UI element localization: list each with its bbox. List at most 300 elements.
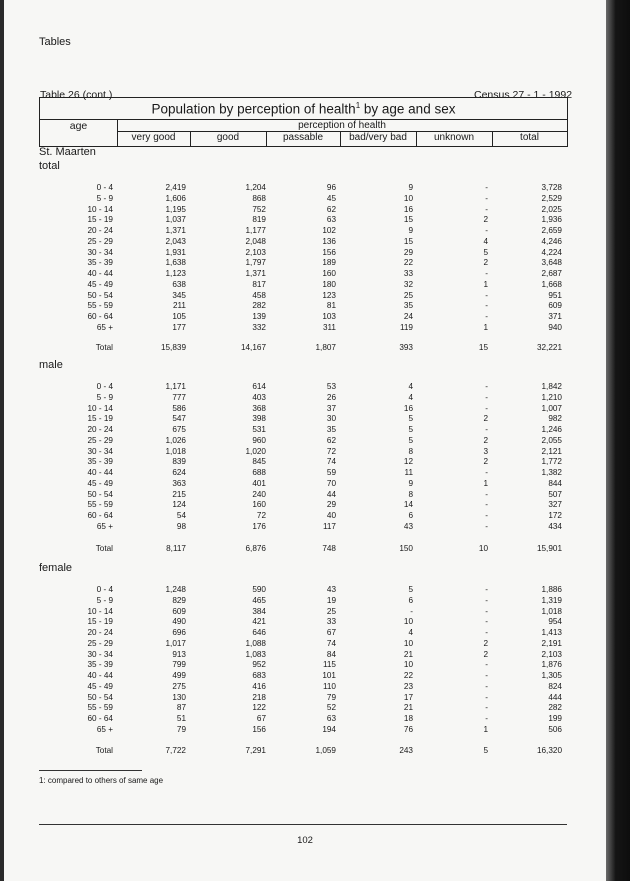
value-cell: 829 [172,596,186,605]
value-cell: 160 [322,269,336,278]
table-row [4,301,606,312]
value-cell: 913 [172,650,186,659]
value-cell: 102 [322,226,336,235]
value-cell: 951 [548,291,562,300]
value-cell: 465 [252,596,266,605]
value-cell: 952 [252,660,266,669]
value-cell: 490 [172,617,186,626]
age-cell: 40 - 44 [87,468,113,477]
value-cell: 52 [326,703,336,712]
value-cell: 211 [172,301,186,310]
value-cell: 275 [172,682,186,691]
value-cell: 79 [176,725,186,734]
column-header-unknown: unknown [433,132,475,143]
age-cell: 10 - 14 [87,404,113,413]
age-cell: 15 - 19 [87,215,113,224]
table-row [4,682,606,693]
value-cell: 2,121 [541,447,562,456]
value-cell: 44 [326,490,336,499]
value-cell: 18 [403,714,413,723]
value-cell: 74 [326,457,336,466]
table-title: Population by perception of health$^1$ by age and sex [151,101,456,117]
value-cell: - [485,660,488,669]
value-cell: 4 [408,382,413,391]
value-cell: 646 [252,628,266,637]
value-cell: 189 [322,258,336,267]
value-cell: 53 [326,382,336,391]
value-cell: 72 [256,511,266,520]
age-cell: 30 - 34 [87,650,113,659]
age-cell: 40 - 44 [87,269,113,278]
value-cell: 384 [252,607,266,616]
value-cell: 547 [172,414,186,423]
value-cell: 8,117 [166,544,186,553]
value-cell: 199 [548,714,562,723]
age-cell: 35 - 39 [87,258,113,267]
value-cell: 1,007 [541,404,562,413]
value-cell: 1 [483,280,488,289]
value-cell: 1,382 [541,468,562,477]
value-cell: 180 [322,280,336,289]
value-cell: 243 [399,746,413,755]
age-cell: 55 - 59 [87,500,113,509]
value-cell: 824 [548,682,562,691]
value-cell: 3,728 [541,183,562,192]
value-cell: - [485,596,488,605]
value-cell: 845 [252,457,266,466]
value-cell: 1,018 [541,607,562,616]
value-cell: 15,839 [160,343,186,352]
value-cell: 30 [326,414,336,423]
value-cell: 1,606 [165,194,186,203]
value-cell: 3 [483,447,488,456]
value-cell: - [485,183,488,192]
value-cell: 115 [322,660,336,669]
value-cell: 2,048 [245,237,266,246]
value-cell: - [485,205,488,214]
age-cell: 65 + [96,725,113,734]
table-row [4,323,606,334]
value-cell: 609 [172,607,186,616]
value-cell: 84 [326,650,336,659]
age-cell: 35 - 39 [87,457,113,466]
value-cell: 614 [252,382,266,391]
footnote-marker: 1 [355,101,361,110]
table-row [4,468,606,479]
value-cell: 1,204 [245,183,266,192]
table-row [4,511,606,522]
value-cell: 2 [483,436,488,445]
table-row [4,237,606,248]
age-cell: 25 - 29 [87,237,113,246]
value-cell: - [485,301,488,310]
value-cell: 748 [322,544,336,553]
value-cell: 1,177 [245,226,266,235]
value-cell: 940 [548,323,562,332]
age-cell: 60 - 64 [87,511,113,520]
value-cell: 59 [326,468,336,477]
value-cell: 4,224 [541,248,562,257]
age-cell: 50 - 54 [87,693,113,702]
running-header: Tables [39,36,71,48]
value-cell: 1,210 [541,393,562,402]
value-cell: 16 [403,404,413,413]
value-cell: 76 [403,725,413,734]
value-cell: 1,026 [165,436,186,445]
value-cell: 683 [252,671,266,680]
value-cell: 282 [252,301,266,310]
value-cell: 74 [326,639,336,648]
table-row [4,457,606,468]
age-cell: 50 - 54 [87,291,113,300]
value-cell: 1,018 [165,447,186,456]
value-cell: 43 [326,585,336,594]
value-cell: 1,638 [165,258,186,267]
page-edge-shadow [606,0,630,881]
value-cell: 33 [326,617,336,626]
value-cell: - [485,226,488,235]
table-row [4,714,606,725]
value-cell: 156 [322,248,336,257]
table-row [4,425,606,436]
value-cell: 17 [403,693,413,702]
age-cell: 65 + [96,522,113,531]
value-cell: 12 [403,457,413,466]
age-cell: 20 - 24 [87,628,113,637]
age-cell: 0 - 4 [96,183,113,192]
value-cell: 2 [483,258,488,267]
table-row [4,280,606,291]
value-cell: 218 [252,693,266,702]
column-header-bad: bad/very bad [349,132,407,143]
value-cell: 32 [403,280,413,289]
table-row [4,585,606,596]
value-cell: 590 [252,585,266,594]
value-cell: 23 [403,682,413,691]
value-cell: - [485,269,488,278]
value-cell: 172 [548,511,562,520]
section-label: female [39,562,73,574]
value-cell: 2 [483,457,488,466]
value-cell: 817 [252,280,266,289]
value-cell: 1,668 [541,280,562,289]
value-cell: - [485,607,488,616]
value-cell: 150 [399,544,413,553]
value-cell: 844 [548,479,562,488]
value-cell: 507 [548,490,562,499]
value-cell: - [485,382,488,391]
value-cell: 1,123 [165,269,186,278]
value-cell: 11 [404,468,413,477]
value-cell: 8 [408,447,413,456]
table-header [39,97,568,147]
value-cell: 1 [483,323,488,332]
age-cell: 5 - 9 [96,194,113,203]
value-cell: 1,413 [541,628,562,637]
age-cell: 0 - 4 [96,382,113,391]
table-row [4,215,606,226]
value-cell: 1 [483,725,488,734]
value-cell: 4,246 [541,237,562,246]
value-cell: 1,797 [245,258,266,267]
value-cell: - [485,490,488,499]
value-cell: 194 [322,725,336,734]
value-cell: 10 [478,544,488,553]
value-cell: 421 [252,617,266,626]
table-row [4,194,606,205]
age-cell: 10 - 14 [87,205,113,214]
value-cell: - [485,585,488,594]
value-cell: 311 [322,323,336,332]
age-cell: 25 - 29 [87,639,113,648]
value-cell: 124 [172,500,186,509]
value-cell: 21 [403,703,413,712]
value-cell: 2,191 [541,639,562,648]
value-cell: 363 [172,479,186,488]
value-cell: 2,687 [541,269,562,278]
value-cell: 7,291 [245,746,266,755]
value-cell: 29 [403,248,413,257]
value-cell: 62 [326,205,336,214]
value-cell: 10 [403,617,413,626]
value-cell: 117 [322,522,336,531]
value-cell: 9 [408,479,413,488]
value-cell: 215 [172,490,186,499]
value-cell: 67 [256,714,266,723]
value-cell: 332 [252,323,266,332]
value-cell: 14,167 [240,343,266,352]
value-cell: 2 [483,650,488,659]
value-cell: 609 [548,301,562,310]
value-cell: 696 [172,628,186,637]
value-cell: 1,059 [315,746,336,755]
table-row [4,393,606,404]
value-cell: 5 [408,414,413,423]
value-cell: 1,037 [165,215,186,224]
value-cell: 51 [176,714,186,723]
value-cell: 10 [403,639,413,648]
value-cell: 25 [403,291,413,300]
value-cell: 371 [548,312,562,321]
table-row [4,596,606,607]
value-cell: - [410,607,413,616]
value-cell: 982 [548,414,562,423]
value-cell: - [485,404,488,413]
value-cell: 1 [483,479,488,488]
value-cell: 4 [408,628,413,637]
value-cell: 2,103 [541,650,562,659]
value-cell: 1,246 [541,425,562,434]
age-cell: Total [95,343,113,352]
value-cell: - [485,393,488,402]
value-cell: 2,659 [541,226,562,235]
perception-header: perception of health [298,120,386,131]
value-cell: 156 [252,725,266,734]
age-cell: 45 - 49 [87,479,113,488]
table-row [4,269,606,280]
value-cell: 7,722 [165,746,186,755]
value-cell: 401 [252,479,266,488]
value-cell: 416 [252,682,266,691]
value-cell: 4 [408,393,413,402]
value-cell: 10 [403,660,413,669]
value-cell: - [485,291,488,300]
value-cell: 81 [326,301,336,310]
region-label: St. Maarten [39,146,96,158]
value-cell: 819 [252,215,266,224]
age-cell: 25 - 29 [87,436,113,445]
value-cell: 103 [322,312,336,321]
age-cell: 15 - 19 [87,617,113,626]
age-cell: 30 - 34 [87,447,113,456]
value-cell: 1,886 [541,585,562,594]
value-cell: - [485,468,488,477]
section-label: male [39,359,63,371]
value-cell: 2,419 [165,183,186,192]
value-cell: - [485,425,488,434]
value-cell: 2,043 [165,237,186,246]
value-cell: - [485,194,488,203]
value-cell: 282 [548,703,562,712]
age-cell: 50 - 54 [87,490,113,499]
value-cell: 1,876 [541,660,562,669]
table-row [4,382,606,393]
value-cell: 72 [326,447,336,456]
value-cell: 15 [478,343,488,352]
value-cell: 2,025 [541,205,562,214]
value-cell: 777 [172,393,186,402]
table-row [4,500,606,511]
value-cell: 1,248 [165,585,186,594]
value-cell: 24 [403,312,413,321]
value-cell: 98 [176,522,186,531]
value-cell: 63 [326,215,336,224]
age-cell: 5 - 9 [96,393,113,402]
value-cell: 6 [408,511,413,520]
value-cell: 54 [176,511,186,520]
value-cell: 105 [172,312,186,321]
value-cell: 15 [403,215,413,224]
age-cell: 55 - 59 [87,301,113,310]
footnote: 1: compared to others of same age [39,776,164,785]
table-row [4,671,606,682]
column-header-very-good: very good [131,132,176,143]
value-cell: 15,901 [536,544,562,553]
age-cell: 20 - 24 [87,425,113,434]
value-cell: - [485,671,488,680]
value-cell: 10 [403,194,413,203]
value-cell: 63 [326,714,336,723]
value-cell: 16 [403,205,413,214]
value-cell: 87 [176,703,186,712]
total-row [4,544,606,555]
table-row [4,703,606,714]
age-cell: 0 - 4 [96,585,113,594]
value-cell: 37 [326,404,336,413]
value-cell: 122 [252,703,266,712]
table-row [4,479,606,490]
value-cell: - [485,511,488,520]
value-cell: 6,876 [245,544,266,553]
value-cell: 403 [252,393,266,402]
value-cell: 1,088 [245,639,266,648]
value-cell: 799 [172,660,186,669]
value-cell: 586 [172,404,186,413]
age-cell: 45 - 49 [87,280,113,289]
column-header-good: good [216,132,240,143]
age-cell: 55 - 59 [87,703,113,712]
value-cell: 752 [252,205,266,214]
value-cell: 688 [252,468,266,477]
value-cell: 2 [483,414,488,423]
value-cell: - [485,693,488,702]
value-cell: 96 [326,183,336,192]
value-cell: 9 [408,226,413,235]
value-cell: 675 [172,425,186,434]
value-cell: 22 [403,258,413,267]
value-cell: 531 [252,425,266,434]
value-cell: - [485,628,488,637]
age-cell: Total [95,544,113,553]
value-cell: 1,807 [315,343,336,352]
value-cell: 177 [172,323,186,332]
value-cell: 16,320 [536,746,562,755]
table-row [4,436,606,447]
table-row [4,628,606,639]
value-cell: 240 [252,490,266,499]
value-cell: 33 [403,269,413,278]
value-cell: 1,936 [541,215,562,224]
value-cell: 2,103 [245,248,266,257]
value-cell: 2,529 [541,194,562,203]
value-cell: 398 [252,414,266,423]
value-cell: 70 [326,479,336,488]
age-cell: Total [95,746,113,755]
page-number: 102 [297,835,313,846]
table-row [4,639,606,650]
value-cell: - [485,617,488,626]
value-cell: 136 [322,237,336,246]
document-page [4,0,606,881]
value-cell: 5 [408,585,413,594]
value-cell: 3,648 [541,258,562,267]
value-cell: 62 [326,436,336,445]
value-cell: 25 [326,607,336,616]
age-cell: 5 - 9 [96,596,113,605]
value-cell: 345 [172,291,186,300]
value-cell: 1,931 [165,248,186,257]
value-cell: 2 [483,215,488,224]
value-cell: 19 [326,596,336,605]
age-cell: 15 - 19 [87,414,113,423]
age-cell: 60 - 64 [87,714,113,723]
value-cell: 2 [483,639,488,648]
value-cell: - [485,522,488,531]
value-cell: 960 [252,436,266,445]
age-cell: 30 - 34 [87,248,113,257]
value-cell: 29 [326,500,336,509]
total-row [4,746,606,757]
value-cell: 444 [548,693,562,702]
value-cell: 160 [252,500,266,509]
value-cell: 5 [483,248,488,257]
value-cell: 1,171 [165,382,186,391]
value-cell: 368 [252,404,266,413]
total-row [4,343,606,354]
table-row [4,660,606,671]
value-cell: 40 [326,511,336,520]
value-cell: 2,055 [541,436,562,445]
